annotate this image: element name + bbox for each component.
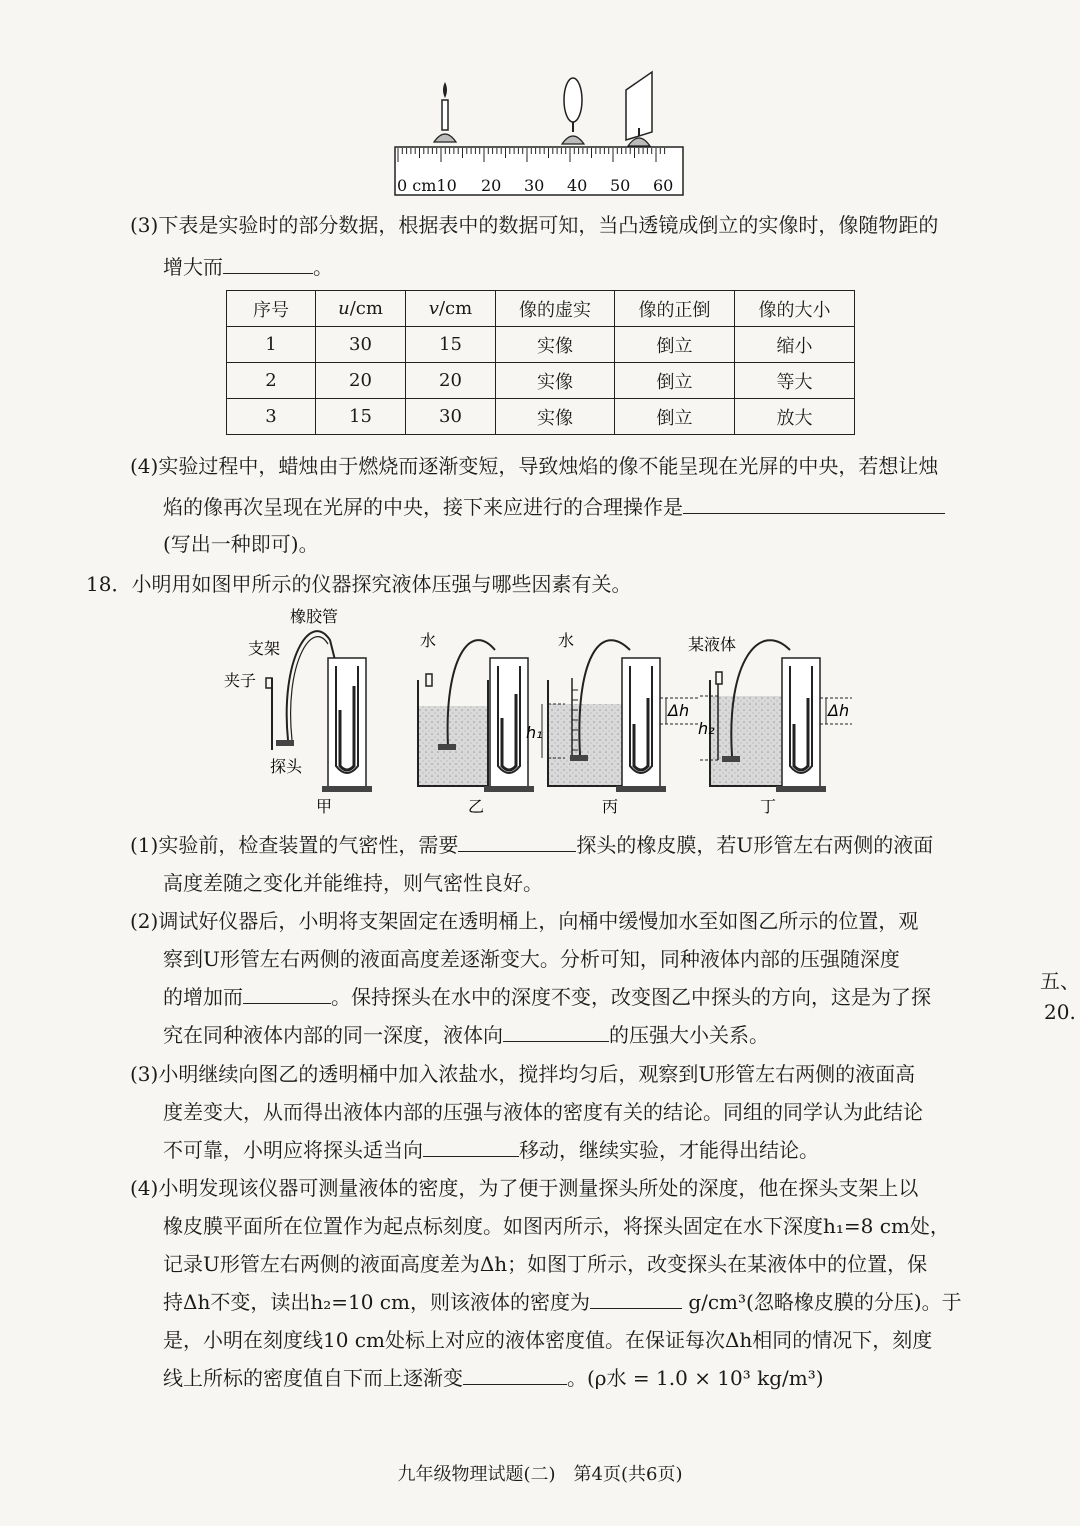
ruler-label: 30 — [524, 176, 545, 195]
q18-part2-line4 — [163, 1021, 769, 1049]
table-cell: 15 — [406, 327, 496, 363]
label-h1: h₁ — [526, 723, 543, 742]
table-row — [227, 399, 855, 435]
table-cell: 20 — [406, 363, 496, 399]
text: 焰的像再次呈现在光屏的中央，接下来应进行的合理操作是 — [163, 495, 683, 519]
table-cell: 2 — [227, 363, 316, 399]
data-table — [226, 290, 855, 435]
table-cell: 1 — [227, 327, 316, 363]
table-cell: 30 — [406, 399, 496, 435]
table-cell: 缩小 — [735, 327, 855, 363]
ruler-label: 50 — [610, 176, 631, 195]
text: 线上所标的密度值自下而上逐渐变 — [163, 1366, 463, 1390]
light-screen — [626, 72, 652, 146]
table-cell: 实像 — [496, 399, 615, 435]
text: 持Δh不变，读出h₂=10 cm，则该液体的密度为 — [163, 1290, 590, 1314]
answer-blank[interactable] — [683, 493, 945, 514]
text: g/cm³(忽略橡皮膜的分压)。于 — [688, 1290, 962, 1314]
q17-part4-line1: (4)实验过程中，蜡烛由于燃烧而逐渐变短，导致烛焰的像不能呈现在光屏的中央，若想让烛 — [130, 454, 939, 478]
q18-part1-line1 — [130, 831, 933, 859]
q18-part3-line3 — [163, 1136, 819, 1164]
text: 究在同种液体内部的同一深度，液体向 — [163, 1023, 503, 1047]
figure-jia — [224, 607, 372, 816]
table-row — [227, 363, 855, 399]
convex-lens — [562, 78, 584, 144]
table-cell: 20 — [316, 363, 406, 399]
pressure-apparatus-figure — [220, 600, 860, 820]
table-cell: 3 — [227, 399, 316, 435]
table-cell: 倒立 — [615, 327, 735, 363]
label-stand: 支架 — [248, 639, 281, 658]
q17-part3-line2 — [163, 253, 333, 281]
table-cell: 倒立 — [615, 363, 735, 399]
text: 增大而 — [163, 255, 223, 279]
ruler-label: 20 — [481, 176, 502, 195]
answer-blank[interactable] — [423, 1136, 519, 1157]
table-cell: 30 — [316, 327, 406, 363]
answer-blank[interactable] — [223, 253, 313, 274]
caption-ding: 丁 — [760, 797, 777, 816]
text: 的增加而 — [163, 985, 243, 1009]
text: 。 — [313, 255, 333, 279]
q17-part4-line2 — [163, 493, 945, 521]
label-some-liquid: 某液体 — [688, 635, 737, 654]
q18-part2-line3 — [163, 983, 931, 1011]
ruler-label: 0 cm10 — [397, 176, 457, 195]
page-footer: 九年级物理试题(二) 第4页(共6页) — [397, 1464, 683, 1485]
text: 的压强大小关系。 — [609, 1023, 769, 1047]
q18-part4-line6 — [163, 1364, 824, 1392]
q18-part4-line1: (4)小明发现该仪器可测量液体的密度，为了便于测量探头所处的深度，他在探头支架上以 — [130, 1176, 919, 1200]
caption-jia: 甲 — [316, 797, 333, 816]
ruler-label: 40 — [567, 176, 588, 195]
q18-part4-line3: 记录U形管左右两侧的液面高度差为Δh；如图丁所示，改变探头在某液体中的位置，保 — [163, 1252, 928, 1276]
table-cell: 放大 — [735, 399, 855, 435]
answer-blank[interactable] — [458, 831, 576, 852]
answer-blank[interactable] — [590, 1288, 682, 1309]
table-cell: 15 — [316, 399, 406, 435]
answer-blank[interactable] — [463, 1364, 567, 1385]
table-header: 像的正倒 — [615, 291, 735, 327]
table-header-row — [227, 291, 855, 327]
table-cell: 实像 — [496, 327, 615, 363]
label-clip: 夹子 — [224, 671, 257, 690]
q17-part3-line1: (3)下表是实验时的部分数据，根据表中的数据可知，当凸透镜成倒立的实像时，像随物距的 — [130, 213, 939, 237]
q18-part1-line2: 高度差随之变化并能维持，则气密性良好。 — [163, 871, 543, 895]
text: (1)实验前，检查装置的气密性，需要 — [130, 833, 459, 857]
label-rubber-tube: 橡胶管 — [290, 607, 339, 626]
q17-part4-line3: (写出一种即可)。 — [163, 532, 319, 556]
caption-yi: 乙 — [468, 797, 485, 816]
table-cell: 倒立 — [615, 399, 735, 435]
table-cell: 实像 — [496, 363, 615, 399]
text: 移动，继续实验，才能得出结论。 — [519, 1138, 819, 1162]
side-section-marker: 五、 — [1040, 969, 1080, 993]
label-dh: Δh — [668, 701, 690, 720]
table-header: u/cm — [316, 291, 406, 327]
answer-blank[interactable] — [243, 983, 331, 1004]
label-probe: 探头 — [270, 757, 303, 776]
text: 。(ρ水 = 1.0 × 10³ kg/m³) — [567, 1366, 824, 1390]
table-header: 像的虚实 — [496, 291, 615, 327]
label-water: 水 — [420, 631, 437, 650]
q18-part3-line1: (3)小明继续向图乙的透明桶中加入浓盐水，搅拌均匀后，观察到U形管左右两侧的液面高 — [130, 1062, 916, 1086]
side-question-number: 20. — [1044, 1000, 1076, 1024]
text: 探头的橡皮膜，若U形管左右两侧的液面 — [576, 833, 934, 857]
table-header: v/cm — [406, 291, 496, 327]
table-header: 序号 — [227, 291, 316, 327]
candle — [434, 82, 456, 142]
q18-part2-line2: 察到U形管左右两侧的液面高度差逐渐变大。分析可知，同种液体内部的压强随深度 — [163, 947, 900, 971]
ruler-label: 60 — [653, 176, 674, 195]
table-header: 像的大小 — [735, 291, 855, 327]
q18-part4-line4 — [163, 1288, 962, 1316]
label-dh: Δh — [828, 701, 850, 720]
text: 不可靠，小明应将探头适当向 — [163, 1138, 423, 1162]
optical-bench-figure — [390, 70, 690, 200]
figure-yi — [418, 631, 534, 816]
table-row — [227, 327, 855, 363]
q18-part4-line5: 是，小明在刻度线10 cm处标上对应的液体密度值。在保证每次Δh相同的情况下，刻度 — [163, 1328, 933, 1352]
figure-bing — [526, 631, 700, 816]
q18-stem: 18．小明用如图甲所示的仪器探究液体压强与哪些因素有关。 — [86, 572, 632, 596]
label-h2: h₂ — [698, 719, 715, 738]
q18-part2-line1: (2)调试好仪器后，小明将支架固定在透明桶上，向桶中缓慢加水至如图乙所示的位置，观 — [130, 909, 919, 933]
caption-bing: 丙 — [602, 797, 619, 816]
q18-part3-line2: 度差变大，从而得出液体内部的压强与液体的密度有关的结论。同组的同学认为此结论 — [163, 1100, 923, 1124]
q18-part4-line2: 橡皮膜平面所在位置作为起点标刻度。如图丙所示，将探头固定在水下深度h₁=8 cm处， — [163, 1214, 950, 1238]
label-water: 水 — [558, 631, 575, 650]
answer-blank[interactable] — [503, 1021, 609, 1042]
text: 。保持探头在水中的深度不变，改变图乙中探头的方向，这是为了探 — [331, 985, 931, 1009]
figure-ding — [688, 635, 852, 816]
table-cell: 等大 — [735, 363, 855, 399]
